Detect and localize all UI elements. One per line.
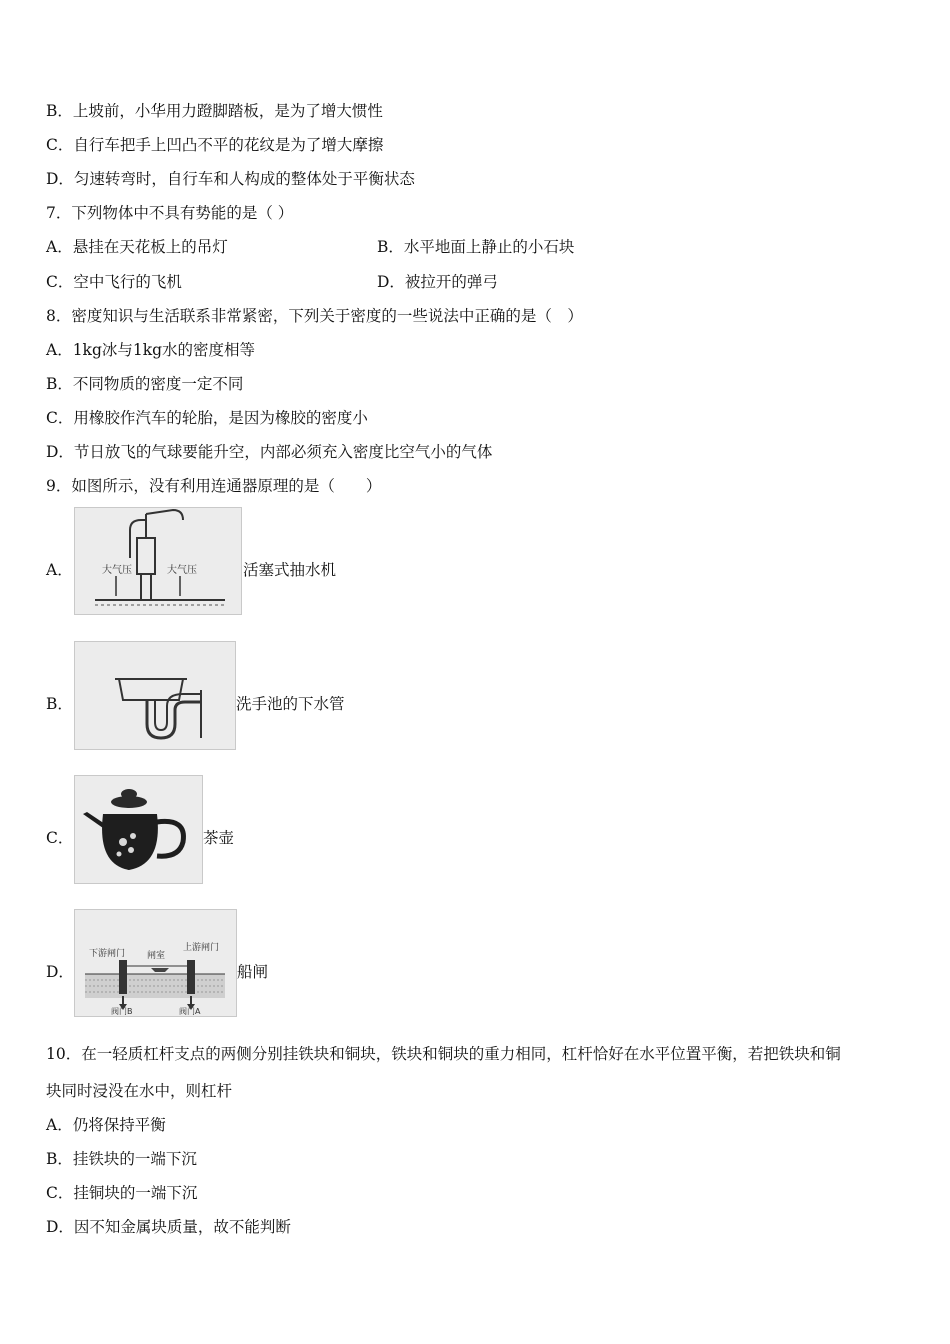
q7-option-d: D．被拉开的弹弓 <box>377 273 498 291</box>
q7-option-b: B．水平地面上静止的小石块 <box>377 238 575 256</box>
q8-option-b: B．不同物质的密度一定不同 <box>46 375 244 393</box>
ship-lock-drawing <box>75 910 236 1016</box>
q9-option-c-caption: 茶壶 <box>203 829 235 847</box>
teapot-figure <box>74 775 203 884</box>
q9-option-d-label: D． <box>46 963 74 981</box>
q7-option-c: C．空中飞行的飞机 <box>46 273 182 291</box>
pump-left-label: 大气压 <box>102 565 132 576</box>
q9-option-c-label: C． <box>46 829 74 847</box>
q10-option-d: D．因不知金属块质量，故不能判断 <box>46 1218 291 1236</box>
sink-drain-drawing <box>75 642 235 749</box>
piston-pump-figure <box>74 507 242 615</box>
lock-chamber-label: 闸室 <box>147 951 166 961</box>
q6-option-b: B．上坡前，小华用力蹬脚踏板，是为了增大惯性 <box>46 102 383 120</box>
q8-option-a: A．1kg冰与1kg水的密度相等 <box>46 341 256 359</box>
lock-valve-a-label: 阀门A <box>179 1007 201 1016</box>
q10-stem-line1: 10．在一轻质杠杆支点的两侧分别挂铁块和铜块，铁块和铜块的重力相同，杠杆恰好在水平位置平衡，若把铁块和铜 <box>46 1045 841 1063</box>
q9-option-b-label: B． <box>46 695 73 713</box>
q8-stem: 8．密度知识与生活联系非常紧密，下列关于密度的一些说法中正确的是（ ） <box>46 307 583 325</box>
teapot-drawing <box>75 776 202 883</box>
pump-right-label: 大气压 <box>167 565 197 576</box>
ship-lock-figure <box>74 909 237 1017</box>
q10-stem-line2: 块同时浸没在水中，则杠杆 <box>46 1082 233 1100</box>
q8-option-d: D．节日放飞的气球要能升空，内部必须充入密度比空气小的气体 <box>46 443 493 461</box>
q6-option-d: D．匀速转弯时，自行车和人构成的整体处于平衡状态 <box>46 170 415 188</box>
q9-stem: 9．如图所示，没有利用连通器原理的是（ ） <box>46 477 382 495</box>
lock-downstream-gate-label: 下游闸门 <box>89 949 126 959</box>
q7-option-a: A．悬挂在天花板上的吊灯 <box>46 238 228 256</box>
q9-option-a-label: A． <box>46 561 73 579</box>
lock-valve-b-label: 阀门B <box>111 1007 133 1016</box>
q10-option-b: B．挂铁块的一端下沉 <box>46 1150 197 1168</box>
q6-option-c: C．自行车把手上凹凸不平的花纹是为了增大摩擦 <box>46 136 384 154</box>
q7-stem: 7．下列物体中不具有势能的是（ ） <box>46 204 294 222</box>
piston-pump-drawing <box>75 508 241 614</box>
q9-option-a-caption: 活塞式抽水机 <box>243 561 337 579</box>
q10-option-c: C．挂铜块的一端下沉 <box>46 1184 198 1202</box>
sink-drain-figure <box>74 641 236 750</box>
q8-option-c: C．用橡胶作汽车的轮胎，是因为橡胶的密度小 <box>46 409 368 427</box>
lock-upstream-gate-label: 上游闸门 <box>183 943 220 953</box>
q9-option-b-caption: 洗手池的下水管 <box>236 695 345 713</box>
q9-option-d-caption: 船闸 <box>237 963 269 981</box>
q10-option-a: A．仍将保持平衡 <box>46 1116 166 1134</box>
